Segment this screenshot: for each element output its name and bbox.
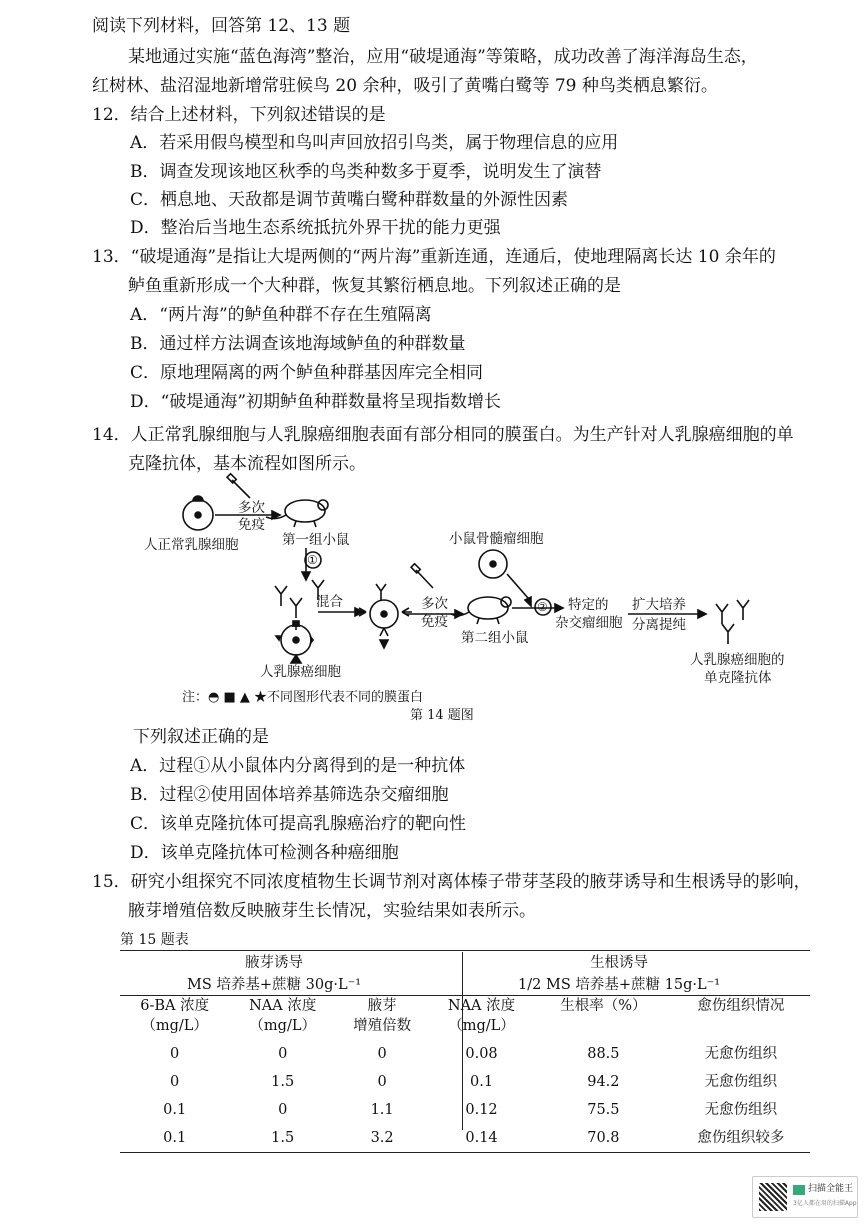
figure-note: 注：◓ ■ ▲ ★不同图形代表不同的膜蛋白 [182,690,424,705]
hybridoma-label-b: 杂交瘤细胞 [555,615,623,631]
syringe-icon [411,564,433,588]
table-cell: 0.08 [465,1046,498,1062]
table-cell: 0.1 [163,1102,187,1118]
q13-option-c: C．原地理隔离的两个鲈鱼种群基因库完全相同 [130,363,484,383]
q13-option-a: A．“两片海”的鲈鱼种群不存在生殖隔离 [130,305,432,325]
q12-option-d: D．整治后当地生态系统抵抗外界干扰的能力更强 [130,218,501,238]
cancer-cell-label: 人乳腺癌细胞 [260,664,341,680]
group-right-title: 生根诱导 [590,955,649,971]
purify-label: 分离提纯 [632,617,686,633]
q14-option-d: D．该单克隆抗体可检测各种癌细胞 [130,843,399,863]
intro-paragraph-2: 红树林、盐沼湿地新增常驻候鸟 20 余种，吸引了黄嘴白鹭等 79 种鸟类栖息繁衍。 [92,76,718,96]
header-bud: 腋芽 增殖倍数 [353,998,412,1034]
hybridoma-label-a: 特定的 [568,597,609,613]
intro-heading: 阅读下列材料，回答第 12、13 题 [92,16,351,36]
step-2-label: ② [537,600,548,614]
immunize-2-label-a: 多次 [421,596,448,612]
q13-option-d: D．“破堤通海”初期鲈鱼种群数量将呈现指数增长 [130,392,502,412]
scanner-logo-icon [793,1185,805,1195]
product-label-a: 人乳腺癌细胞的 [690,652,785,668]
q14-option-b: B．过程②使用固体培养基筛选杂交瘤细胞 [130,785,449,805]
group-left-title: 腋芽诱导 [245,955,304,971]
table-cell: 1.5 [271,1074,295,1090]
step-1-label: ① [307,553,318,567]
table-caption: 第 15 题表 [120,932,189,948]
table-cell: 0 [170,1046,180,1062]
immunize-1-label-b: 免疫 [238,517,265,533]
group-1-label: 第一组小鼠 [282,532,350,548]
scanner-watermark [752,1176,858,1218]
table-cell: 70.8 [587,1130,620,1146]
q13-option-b: B．通过样方法调查该地海域鲈鱼的种群数量 [130,334,466,354]
mouse-icon [451,597,511,624]
results-table [120,950,810,1153]
q14-option-a: A．过程①从小鼠体内分离得到的是一种抗体 [130,756,466,776]
group-left-sub: MS 培养基+蔗糖 30g·L⁻¹ [187,977,362,993]
table-cell: 1.1 [370,1102,394,1118]
myeloma-label: 小鼠骨髓瘤细胞 [449,531,544,547]
normal-cell-label: 人正常乳腺细胞 [144,537,239,553]
table-cell: 0.12 [465,1102,498,1118]
table-cell: 0 [170,1074,180,1090]
header-rooting: 生根率（%） [560,998,647,1014]
watermark-subtitle: 3亿人都在用的扫描App [793,1200,857,1207]
antibody-complex-icon [356,584,412,648]
table-cell: 94.2 [587,1074,620,1090]
q12-option-c: C．栖息地、天敌都是调节黄嘴白鹭种群数量的外源性因素 [130,190,569,210]
immunize-2-label-b: 免疫 [421,614,448,630]
q14-prompt: 下列叙述正确的是 [133,727,269,747]
table-cell: 0 [278,1046,288,1062]
header-6ba: 6-BA 浓度 （mg/L） [140,998,210,1034]
expand-label: 扩大培养 [632,597,686,613]
table-cell: 无愈伤组织 [704,1074,778,1090]
watermark-brand: 扫描全能王 [808,1184,854,1194]
table-cell: 1.5 [271,1130,295,1146]
table-cell: 75.5 [587,1102,620,1118]
antibody-icon [716,600,749,644]
product-label-b: 单克隆抗体 [704,670,772,686]
q13-stem-line-2: 鲈鱼重新形成一个大种群，恢复其繁衍栖息地。下列叙述正确的是 [128,276,621,296]
q14-stem-line-1: 14．人正常乳腺细胞与人乳腺癌细胞表面有部分相同的膜蛋白。为生产针对人乳腺癌细胞的单 [92,425,794,445]
table-cell: 3.2 [370,1130,394,1146]
header-callus: 愈伤组织情况 [697,998,785,1014]
q12-stem: 12．结合上述材料，下列叙述错误的是 [92,105,386,125]
table-cell: 0.1 [163,1130,187,1146]
intro-paragraph-1: 某地通过实施“蓝色海湾”整治，应用“破堤通海”等策略，成功改善了海洋海岛生态， [128,47,758,67]
cancer-cell-icon [276,621,313,663]
table-cell: 无愈伤组织 [704,1102,778,1118]
q15-stem-line-2: 腋芽增殖倍数反映腋芽生长情况，实验结果如表所示。 [128,901,536,921]
immunize-1-label-a: 多次 [238,500,265,516]
q14-option-c: C．该单克隆抗体可提高乳腺癌治疗的靶向性 [130,814,467,834]
header-naa-right: NAA 浓度 （mg/L） [447,998,516,1034]
qr-code-icon [759,1183,787,1211]
group-2-label: 第二组小鼠 [461,630,529,646]
table-cell: 0 [377,1046,387,1062]
table-cell: 无愈伤组织 [704,1046,778,1062]
table-cell: 0 [278,1102,288,1118]
table-cell: 0.1 [469,1074,494,1090]
table-cell: 0.14 [465,1130,498,1146]
table-cell: 88.5 [587,1046,620,1062]
normal-cell-icon [183,496,213,530]
myeloma-cell-icon [479,550,507,578]
q14-stem-line-2: 克隆抗体，基本流程如图所示。 [128,454,366,474]
table-cell: 0 [377,1074,387,1090]
q12-option-a: A．若采用假鸟模型和鸟叫声回放招引鸟类，属于物理信息的应用 [130,133,619,153]
header-naa-left: NAA 浓度 （mg/L） [249,998,317,1034]
figure-caption: 第 14 题图 [410,708,474,723]
mix-label: 混合 [316,594,343,610]
q13-stem-line-1: 13．“破堤通海”是指让大堤两侧的“两片海”重新连通，连通后，使地理隔离长达 10 余年的 [92,247,776,267]
syringe-icon [227,474,250,498]
q15-stem-line-1: 15．研究小组探究不同浓度植物生长调节剂对离体榛子带芽茎段的腋芽诱导和生根诱导的影响， [92,872,811,892]
table-cell: 愈伤组织较多 [697,1130,785,1146]
q12-option-b: B．调查发现该地区秋季的鸟类种数多于夏季，说明发生了演替 [130,162,602,182]
group-right-sub: 1/2 MS 培养基+蔗糖 15g·L⁻¹ [518,977,721,993]
